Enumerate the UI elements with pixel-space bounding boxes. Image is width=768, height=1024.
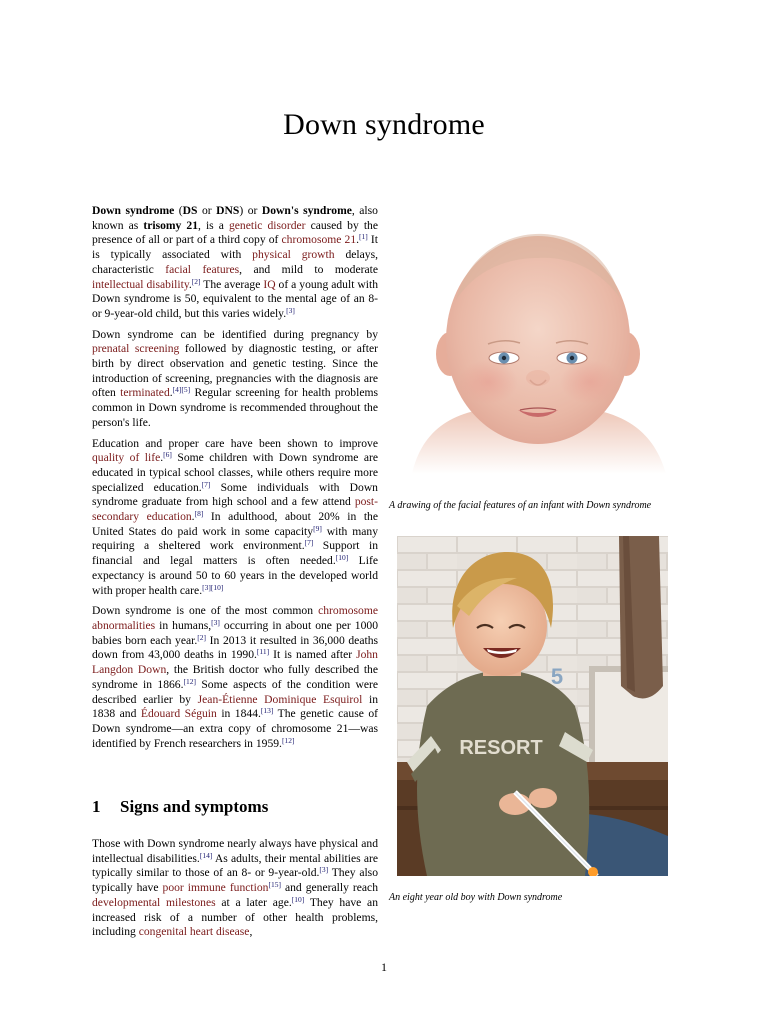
shirt-resort-text: RESORT	[459, 737, 543, 759]
term-bold: Down syndrome	[92, 204, 175, 217]
text: delays, characteristic	[92, 248, 378, 276]
text: .	[160, 451, 164, 465]
link-chromosome-21[interactable]: chromosome 21	[281, 233, 357, 247]
text: in 1838 and	[92, 692, 379, 721]
intro-paragraph-3	[92, 437, 378, 599]
text: Those with Down syndrome nearly always have physical and intellectual disabilities.	[92, 837, 378, 865]
term-bold: Down's syndrome	[261, 204, 352, 217]
reference-link[interactable]: [2]	[191, 276, 201, 286]
text: It is named after	[269, 648, 357, 662]
text: .	[356, 233, 360, 247]
link-post-secondary-education[interactable]: post-secondary education	[92, 495, 378, 524]
text: They have an increased risk of a number of other health problems, including	[92, 895, 378, 939]
text: with many requiring a sheltered work environment.	[92, 524, 379, 553]
reference-link[interactable]: [11]	[256, 647, 270, 657]
section-heading	[92, 797, 268, 817]
link-facial-features[interactable]: facial features	[165, 262, 240, 276]
text: .	[191, 510, 195, 524]
link-john-langdon-down[interactable]: John Langdon Down	[92, 648, 378, 677]
text: As adults, their mental abilities are typically similar to those of an 8- or 9-year-old.	[92, 851, 378, 880]
link-developmental-milestones[interactable]: developmental milestones	[92, 895, 216, 909]
link-seguin[interactable]: Édouard Séguin	[140, 707, 217, 721]
reference-link[interactable]: [13]	[260, 706, 274, 716]
text: Some aspects of the condition were described earlier by	[92, 677, 379, 706]
link-prenatal-screening[interactable]: prenatal screening	[92, 342, 180, 356]
text: , and mild to moderate	[239, 262, 378, 276]
text: Some children with Down syndrome are educated in typical school classes, while others require more specialized education.	[92, 451, 378, 494]
section-1-paragraph	[92, 837, 378, 940]
text: in 1844.	[216, 707, 261, 721]
term-bold: DNS	[216, 204, 240, 217]
text: occurring in about one per 1000 babies born each year.	[92, 618, 378, 647]
text: ) or	[239, 204, 262, 217]
text: , is a	[198, 218, 229, 232]
link-poor-immune-function[interactable]: poor immune function	[162, 881, 269, 895]
intro-paragraph-2	[92, 328, 378, 431]
text: of a young adult with Down syndrome is 50, equivalent to the mental age of an 8- or 9-year-old child, but this varies widely.	[92, 277, 379, 320]
figure-2-caption: An eight year old boy with Down syndrome	[389, 892, 563, 903]
boy-photo-image[interactable]	[397, 536, 668, 876]
text: Education and proper care have been shown to improve	[92, 436, 378, 450]
link-quality-of-life[interactable]: quality of life	[92, 451, 161, 465]
text: ,	[249, 925, 253, 939]
text: Down syndrome is one of the most common	[92, 604, 319, 618]
text: Life expectancy is around 50 to 60 years in the developed world with proper health care.	[92, 554, 378, 597]
text: Support in financial and legal matters is often needed.	[92, 539, 378, 568]
reference-link[interactable]: [3][10]	[202, 582, 224, 592]
text: The average	[200, 277, 264, 291]
text: In 2013 it resulted in 36,000 deaths down from 43,000 deaths in 1990.	[92, 633, 379, 662]
link-chromosome-abnormalities[interactable]: chromosome abnormalities	[92, 604, 378, 632]
reference-link[interactable]: [1]	[359, 232, 368, 242]
text: The genetic cause of Down syndrome—an extra copy of chromosome 21—was identified by French researchers in 1959.	[92, 707, 378, 750]
link-congenital-heart-disease[interactable]: congenital heart disease	[138, 925, 250, 939]
intro-column	[92, 204, 378, 757]
text: , also known as	[92, 204, 378, 232]
text: In adulthood, about 20% in the United States do paid work in some capacity	[92, 510, 379, 538]
text: or	[197, 204, 217, 217]
link-intellectual-disability[interactable]: intellectual disability	[92, 277, 189, 291]
text: at a later age.	[215, 895, 292, 909]
reference-link[interactable]: [10]	[291, 894, 305, 904]
link-esquirol[interactable]: Jean-Étienne Dominique Esquirol	[197, 692, 363, 706]
infant-drawing-image[interactable]	[404, 212, 672, 482]
figure-1-caption: A drawing of the facial features of an infant with Down syndrome	[389, 500, 652, 511]
reference-link[interactable]: [6]	[163, 450, 172, 460]
text: followed by diagnostic testing, or after birth by direct observation and genetic testing. Since the introduction of screening, pregnancies with the diagnosis are often	[92, 342, 378, 400]
text: .	[169, 386, 173, 400]
reference-link[interactable]: [12]	[281, 735, 295, 745]
reference-link[interactable]: [7]	[304, 538, 314, 548]
link-genetic-disorder[interactable]: genetic disorder	[228, 218, 306, 232]
reference-link[interactable]: [3]	[286, 305, 295, 315]
term-bold: DS	[182, 204, 198, 217]
text: (	[174, 204, 183, 217]
link-terminated[interactable]: terminated	[120, 386, 170, 400]
text: , the British doctor who fully described the syndrome in 1866.	[92, 663, 378, 691]
link-physical-growth[interactable]: physical growth	[252, 248, 335, 262]
section-1-column	[92, 837, 378, 940]
reference-link[interactable]: [4][5]	[172, 385, 191, 395]
section-title: Signs and symptoms	[120, 797, 269, 816]
text: Regular screening for health problems common in Down syndrome is recommended throughout the person's life.	[92, 386, 378, 429]
section-number: 1	[92, 797, 101, 816]
reference-link[interactable]: [15]	[268, 880, 281, 890]
reference-link[interactable]: [7]	[201, 479, 211, 489]
reference-link[interactable]: [12]	[183, 676, 196, 686]
reference-link[interactable]: [9]	[313, 523, 322, 533]
text: .	[188, 277, 192, 291]
reference-link[interactable]: [2]	[197, 632, 206, 642]
term-bold: trisomy 21	[143, 218, 198, 232]
text: Some individuals with Down syndrome graduate from high school and a few attend	[92, 480, 378, 509]
reference-link[interactable]: [14]	[199, 850, 213, 860]
page-title: Down syndrome	[283, 108, 485, 141]
intro-paragraph-4	[92, 604, 378, 751]
page-number: 1	[381, 960, 387, 974]
text: Down syndrome can be identified during pregnancy by	[92, 327, 378, 341]
shirt-number-text: 5	[550, 664, 564, 689]
reference-link[interactable]: [10]	[335, 553, 349, 563]
text: in humans,	[155, 618, 212, 632]
reference-link[interactable]: [3]	[319, 865, 329, 875]
intro-paragraph-1	[92, 204, 378, 322]
reference-link[interactable]: [8]	[194, 509, 204, 519]
text: caused by the presence of all or part of a third copy of	[92, 218, 378, 247]
reference-link[interactable]: [3]	[211, 617, 220, 627]
text: and generally reach	[280, 881, 378, 895]
text: They also typically have	[92, 866, 378, 895]
text: It is typically associated with	[92, 233, 378, 262]
link-iq[interactable]: IQ	[263, 277, 276, 291]
